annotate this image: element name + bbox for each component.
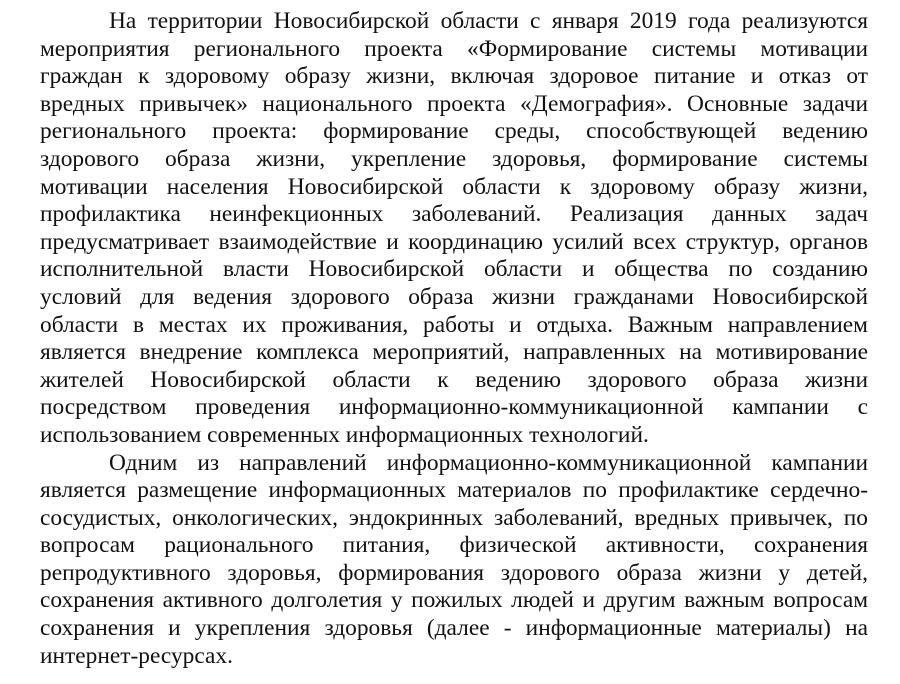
- text-line: области в местах их проживания, работы и отдыха. Важным направлением: [40, 311, 868, 338]
- text-line: репродуктивного здоровья, формирования здорового образа жизни у детей,: [40, 559, 868, 586]
- text-line: регионального проекта: формирование среды, способствующей ведению: [40, 118, 868, 145]
- text-line: На территории Новосибирской области с января 2019 года реализуются: [109, 8, 868, 34]
- paragraph-1: [40, 8, 868, 450]
- text-line: сохранения и укрепления здоровья (далее - информационные материалы) на: [40, 615, 868, 642]
- document-page: [40, 8, 868, 670]
- text-line: является внедрение комплекса мероприятий, направленных на мотивирование: [40, 339, 868, 366]
- text-line: сосудистых, онкологических, эндокринных заболеваний, вредных привычек, по: [40, 504, 868, 531]
- text-line: граждан к здоровому образу жизни, включая здоровое питание и отказ от: [40, 63, 868, 90]
- text-line: интернет-ресурсах.: [40, 642, 233, 669]
- text-line: жителей Новосибирской области к ведению здорового образа жизни: [40, 366, 868, 393]
- text-line: предусматривает взаимодействие и координацию усилий всех структур, органов: [40, 228, 868, 255]
- text-line: профилактика неинфекционных заболеваний. Реализация данных задач: [40, 201, 868, 228]
- text-line: вопросам рационального питания, физической активности, сохранения: [40, 532, 868, 559]
- text-line: исполнительной власти Новосибирской области и общества по созданию: [40, 256, 868, 283]
- text-line: использованием современных информационных технологий.: [40, 421, 649, 448]
- text-line: здорового образа жизни, укрепление здоровья, формирование системы: [40, 145, 868, 172]
- text-line: Одним из направлений информационно-коммуникационной кампании: [109, 449, 868, 476]
- text-line: условий для ведения здорового образа жизни гражданами Новосибирской: [40, 283, 868, 310]
- text-line: вредных привычек» национального проекта «Демография». Основные задачи: [40, 90, 868, 117]
- text-line: является размещение информационных материалов по профилактике сердечно-: [40, 477, 868, 504]
- text-line: мотивации населения Новосибирской области к здоровому образу жизни,: [40, 173, 868, 200]
- text-line: сохранения активного долголетия у пожилых людей и другим важным вопросам: [40, 587, 868, 614]
- text-line: посредством проведения информационно-коммуникационной кампании с: [40, 394, 868, 421]
- paragraph-2: [40, 450, 868, 671]
- text-line: мероприятия регионального проекта «Формирование системы мотивации: [40, 35, 868, 62]
